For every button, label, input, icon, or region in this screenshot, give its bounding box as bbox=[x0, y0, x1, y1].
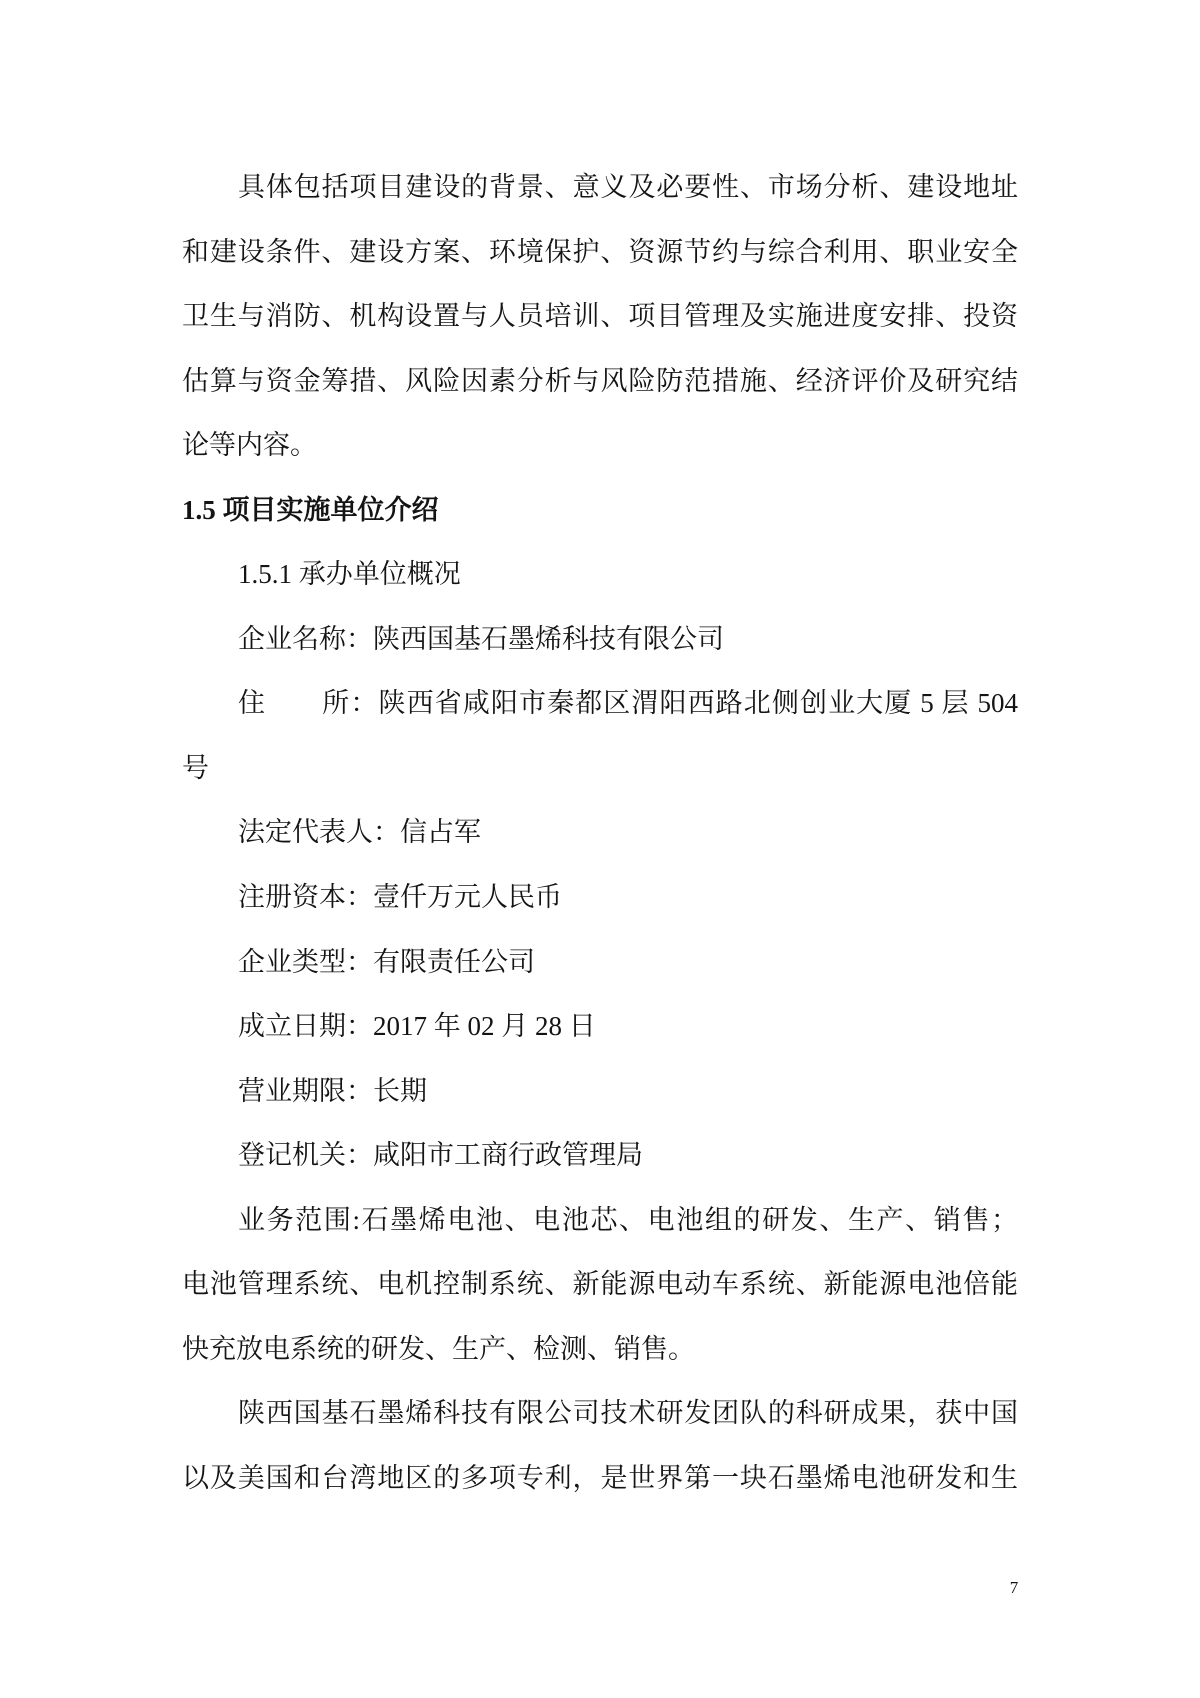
field-address-continued: 号 bbox=[182, 752, 209, 783]
field-company-type bbox=[182, 930, 1018, 995]
business-scope-line bbox=[182, 1188, 1018, 1253]
field-value: 陕西省咸阳市秦都区渭阳西路北侧创业大厦 5 层 504 bbox=[378, 688, 1018, 719]
field-registration-authority bbox=[182, 1123, 1018, 1188]
intro-line: 具体包括项目建设的背景、意义及必要性、市场分析、建设地址 bbox=[238, 172, 1018, 202]
achievements-line: 陕西国基石墨烯科技有限公司技术研发团队的科研成果，获中国 bbox=[238, 1398, 1018, 1429]
field-label: 企业名称： bbox=[238, 623, 373, 654]
field-label: 登记机关： bbox=[238, 1140, 373, 1171]
field-business-term bbox=[182, 1059, 1018, 1124]
intro-line: 和建设条件、建设方案、环境保护、资源节约与综合利用、职业安全 bbox=[182, 236, 1018, 267]
field-value: 陕西国基石墨烯科技有限公司 bbox=[373, 623, 724, 654]
field-address bbox=[182, 671, 1018, 736]
field-company-name bbox=[182, 607, 1018, 672]
field-value: 2017 年 02 月 28 日 bbox=[373, 1011, 596, 1042]
achievements-paragraph bbox=[182, 1381, 1018, 1510]
intro-paragraph bbox=[182, 155, 1018, 478]
field-value: 信占军 bbox=[400, 817, 481, 848]
field-label: 住 所： bbox=[238, 688, 379, 719]
field-value: 长期 bbox=[373, 1075, 427, 1106]
field-label: 业务范围: bbox=[238, 1204, 360, 1235]
subsection-heading: 1.5.1 承办单位概况 bbox=[238, 559, 461, 590]
field-business-scope bbox=[182, 1188, 1018, 1382]
body-text bbox=[182, 155, 1018, 1510]
field-value: 咸阳市工商行政管理局 bbox=[373, 1140, 643, 1171]
field-label: 成立日期： bbox=[238, 1011, 373, 1042]
achievements-line: 以及美国和台湾地区的多项专利，是世界第一块石墨烯电池研发和生 bbox=[182, 1462, 1018, 1493]
field-founded-date bbox=[182, 994, 1018, 1059]
intro-line: 估算与资金筹措、风险因素分析与风险防范措施、经济评价及研究结 bbox=[182, 365, 1018, 396]
field-value: 壹仟万元人民币 bbox=[373, 882, 562, 913]
field-label: 企业类型： bbox=[238, 946, 373, 977]
field-value: 石墨烯电池、电池芯、电池组的研发、生产、销售； bbox=[359, 1204, 1018, 1235]
field-registered-capital bbox=[182, 865, 1018, 930]
section-heading: 1.5 项目实施单位介绍 bbox=[182, 494, 439, 525]
field-label: 法定代表人： bbox=[238, 817, 400, 848]
field-legal-representative bbox=[182, 800, 1018, 865]
business-scope-line: 快充放电系统的研发、生产、检测、销售。 bbox=[182, 1333, 695, 1364]
field-label: 营业期限： bbox=[238, 1075, 373, 1106]
intro-line: 论等内容。 bbox=[182, 430, 317, 461]
intro-line: 卫生与消防、机构设置与人员培训、项目管理及实施进度安排、投资 bbox=[182, 301, 1018, 332]
page-number: 7 bbox=[1009, 1578, 1019, 1597]
business-scope-line: 电池管理系统、电机控制系统、新能源电动车系统、新能源电池倍能 bbox=[182, 1269, 1018, 1300]
field-label: 注册资本： bbox=[238, 882, 373, 913]
field-value: 有限责任公司 bbox=[373, 946, 535, 977]
